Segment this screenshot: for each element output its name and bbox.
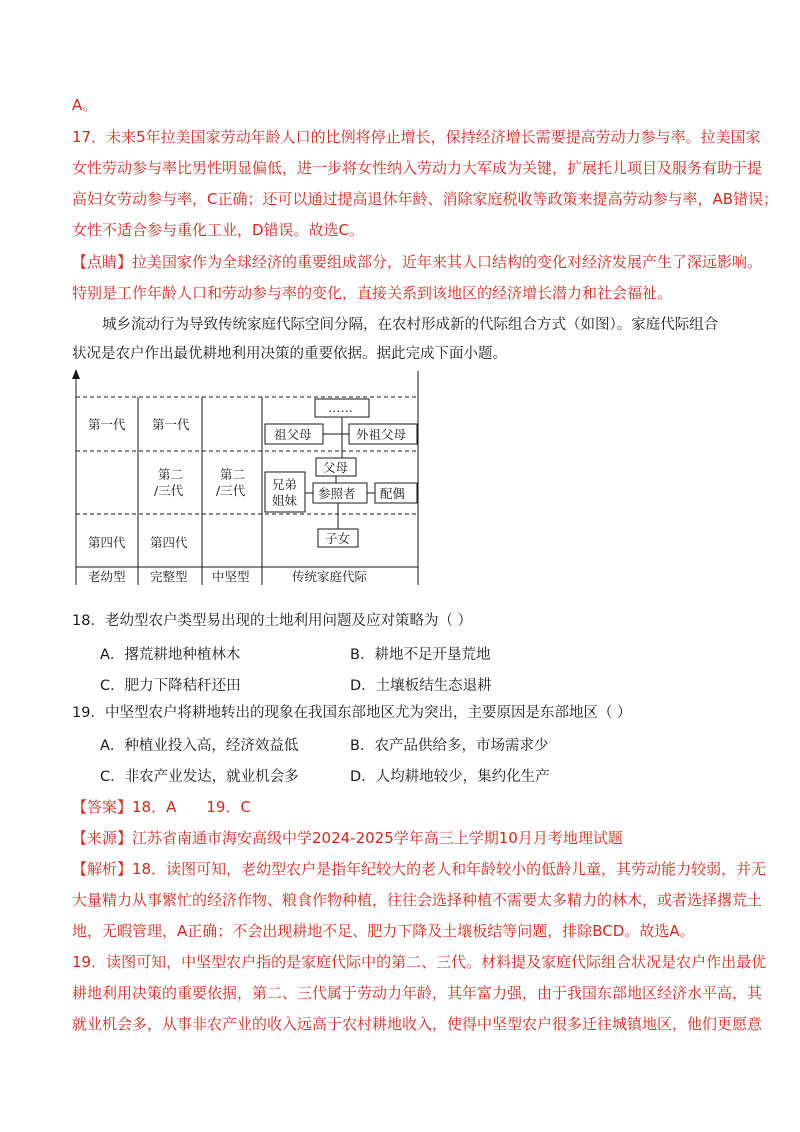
tree-spouse: 配偶 xyxy=(380,486,406,501)
q19-stem: 19．中坚型农户将耕地转出的现象在我国东部地区尤为突出，主要原因是东部地区（ ） xyxy=(72,705,632,721)
col2-bottom-label: 第四代 xyxy=(150,535,188,550)
material-line-1: 城乡流动行为导致传统家庭代际空间分隔，在农村形成新的代际组合方式（如图）。家庭代际组合 xyxy=(102,317,719,333)
col-label-old-young: 老幼型 xyxy=(88,569,126,584)
tree-children: 子女 xyxy=(325,531,351,546)
comment-line-1: 【点睛】拉美国家作为全球经济的重要组成部分，近年来其人口结构的变化对经济发展产生了深远影响。 xyxy=(72,253,763,271)
source-line: 【来源】江苏省南通市海安高级中学2024-2025学年高三上学期10月月考地理试题 xyxy=(72,829,623,847)
analysis-line-6: 就业机会多，从事非农产业的收入远高于农村耕地收入，使得中坚型农户很多迁往城镇地区，他们更愿意 xyxy=(72,1015,763,1033)
q17-analysis-line-2: 女性劳动参与率比男性明显偏低，进一步将女性纳入劳动力大军成为关键，扩展托儿项目及服务有助于提 xyxy=(72,159,763,177)
col2-mid-label-b: /三代 xyxy=(154,483,184,498)
q17-analysis-line-4: 女性不适合参与重化工业，D错误。故选C。 xyxy=(72,221,365,239)
q19-option-d[interactable]: D．人均耕地较少，集约化生产 xyxy=(350,769,550,785)
q18-stem: 18．老幼型农户类型易出现的土地利用问题及应对策略为（ ） xyxy=(72,613,473,629)
q19-option-c[interactable]: C．非农产业发达，就业机会多 xyxy=(100,769,299,785)
answer-tail: A。 xyxy=(72,96,98,114)
answer-line: 【答案】18．A 19．C xyxy=(72,798,251,816)
tree-ellipsis: …… xyxy=(328,400,353,415)
col3-mid-label-b: /三代 xyxy=(216,483,246,498)
analysis-line-3: 地，无暇管理，A正确；不会出现耕地不足、肥力下降及土壤板结等问题，排除BCD。故选A。 xyxy=(72,922,695,940)
q17-analysis-line-1: 17．未来5年拉美国家劳动年龄人口的比例将停止增长，保持经济增长需要提高劳动力参与率。拉美国家 xyxy=(72,128,761,146)
q19-option-b[interactable]: B．农产品供给多，市场需求少 xyxy=(350,738,549,754)
col2-top-label: 第一代 xyxy=(152,417,190,432)
col-label-traditional: 传统家庭代际 xyxy=(292,569,368,584)
tree-reference: 参照者 xyxy=(318,486,356,501)
col-label-complete: 完整型 xyxy=(150,569,188,584)
col2-mid-label-a: 第二 xyxy=(158,467,184,482)
tree-grandparents: 祖父母 xyxy=(274,427,312,442)
analysis-line-5: 耕地利用决策的重要依据，第二、三代属于劳动力年龄，其年富力强，由于我国东部地区经济水平高，其 xyxy=(72,984,763,1002)
tree-parents: 父母 xyxy=(323,460,349,475)
analysis-line-1: 【解析】18．读图可知，老幼型农户是指年纪较大的老人和年龄较小的低龄儿童，其劳动能力较弱，并无 xyxy=(72,860,767,878)
q18-option-b[interactable]: B．耕地不足开垦荒地 xyxy=(350,647,491,663)
q18-option-c[interactable]: C．肥力下降秸秆还田 xyxy=(100,678,241,694)
col1-top-label: 第一代 xyxy=(88,417,126,432)
comment-line-2: 特别是工作年龄人口和劳动参与率的变化，直接关系到该地区的经济增长潜力和社会福祉。 xyxy=(72,284,673,302)
tree-maternal-grandparents: 外祖父母 xyxy=(356,427,407,442)
material-line-2: 状况是农户作出最优耕地利用决策的重要依据。据此完成下面小题。 xyxy=(72,346,507,362)
analysis-line-4: 19．读图可知，中坚型农户指的是家庭代际中的第二、三代。材料提及家庭代际组合状况是农户作出最优 xyxy=(72,953,767,971)
q19-option-a[interactable]: A．种植业投入高，经济效益低 xyxy=(100,738,299,754)
tree-siblings-a: 兄弟 xyxy=(272,477,298,492)
analysis-line-2: 大量精力从事繁忙的经济作物、粮食作物种植，往往会选择种植不需要太多精力的林木，或者选择撂荒土 xyxy=(72,891,763,909)
q18-option-a[interactable]: A．撂荒耕地种植林木 xyxy=(100,647,241,663)
family-generation-diagram xyxy=(66,367,426,589)
col1-bottom-label: 第四代 xyxy=(88,535,126,550)
col-label-middle: 中坚型 xyxy=(212,569,250,584)
tree-siblings-b: 姐妹 xyxy=(272,493,298,508)
col3-mid-label-a: 第二 xyxy=(220,467,246,482)
q17-analysis-line-3: 高妇女劳动参与率，C正确；还可以通过提高退休年龄、消除家庭税收等政策来提高劳动参与率，AB错误； xyxy=(72,190,779,208)
q18-option-d[interactable]: D．土壤板结生态退耕 xyxy=(350,678,492,694)
